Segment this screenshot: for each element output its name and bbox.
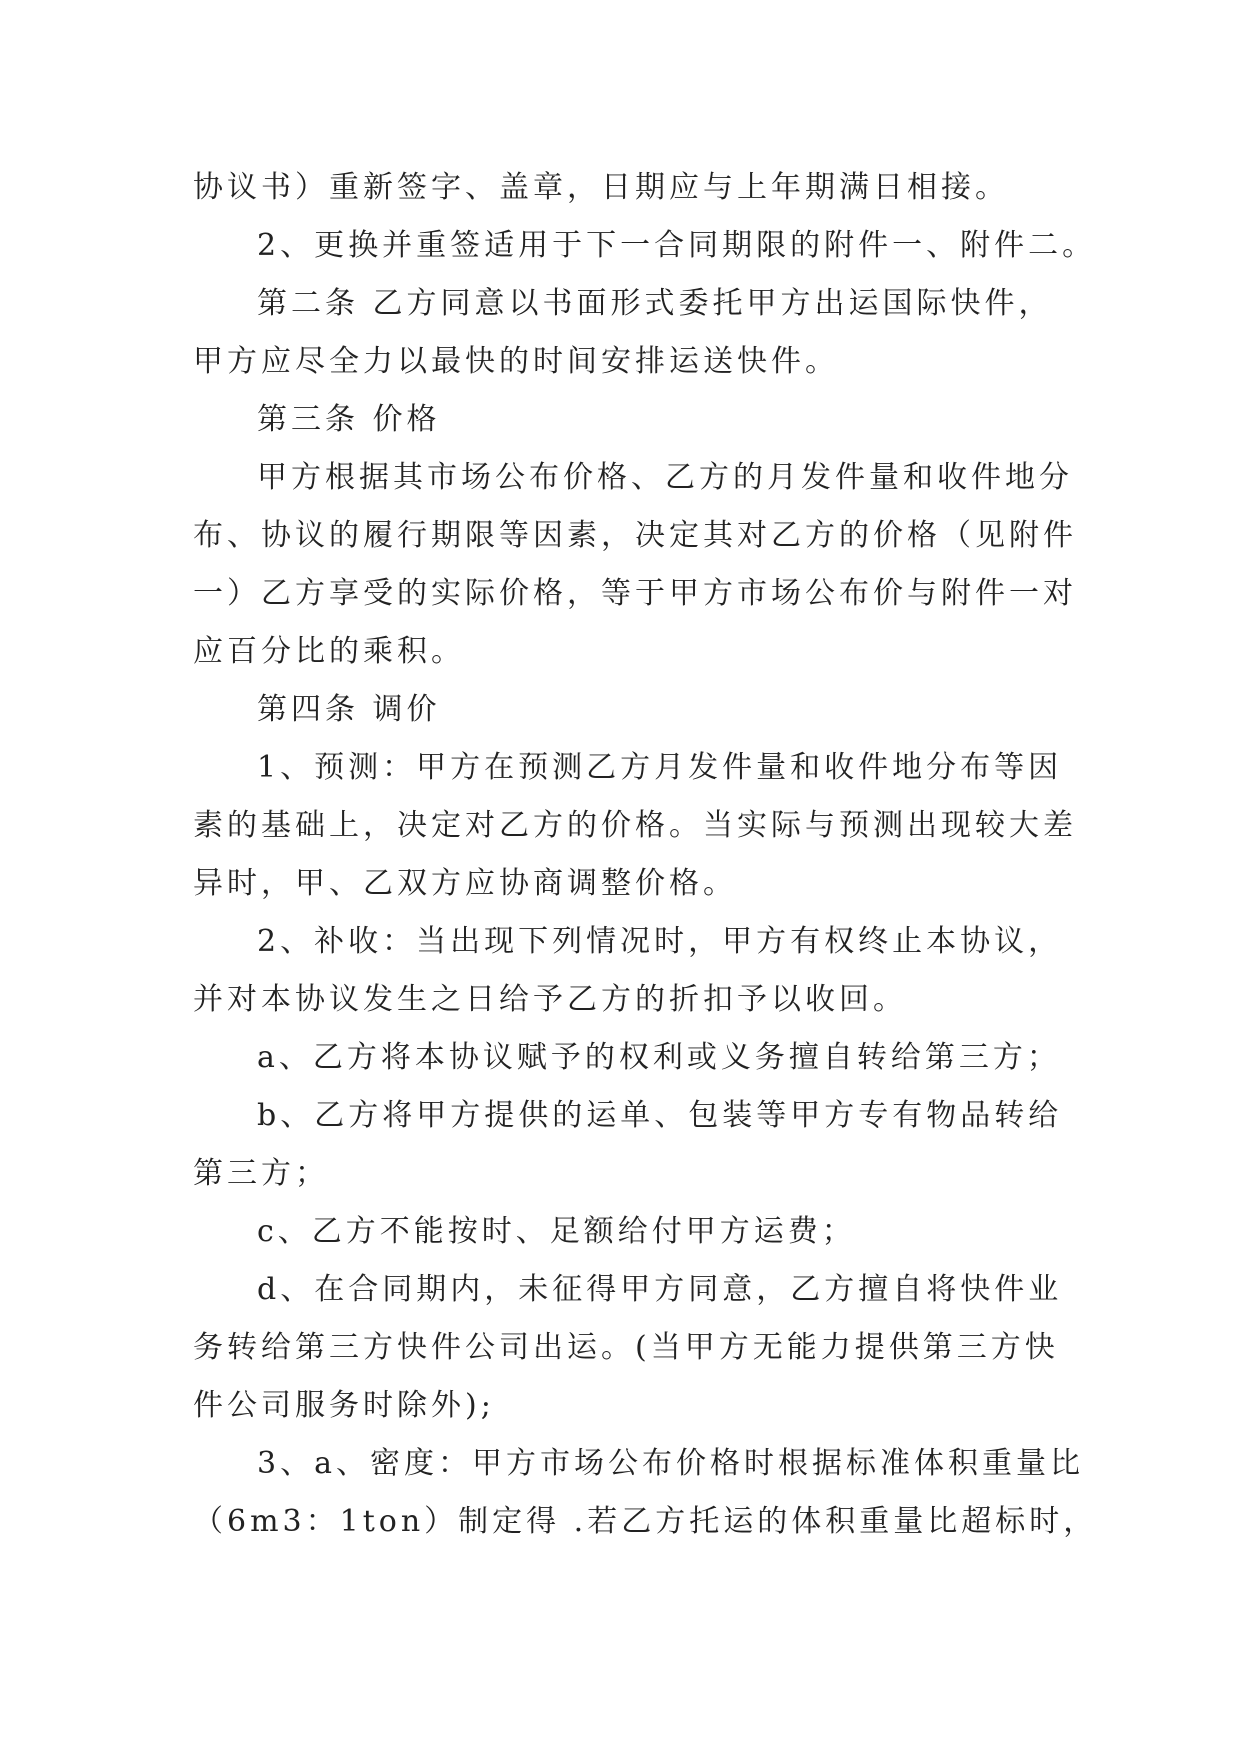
text-line: 布、协议的履行期限等因素，决定其对乙方的价格（见附件 <box>193 518 1077 553</box>
text-line: 异时，甲、乙双方应协商调整价格。 <box>193 866 737 901</box>
text-line: 2、补收：当出现下列情况时，甲方有权终止本协议， <box>257 924 1063 959</box>
text-line: 1、预测：甲方在预测乙方月发件量和收件地分布等因 <box>257 750 1063 785</box>
text-line: 并对本协议发生之日给予乙方的折扣予以收回。 <box>193 982 907 1017</box>
text-line: 3、a、密度：甲方市场公布价格时根据标准体积重量比 <box>257 1446 1084 1481</box>
clause-d-line: d、在合同期内，未征得甲方同意，乙方擅自将快件业 <box>257 1272 1063 1307</box>
text-line: 务转给第三方快件公司出运。(当甲方无能力提供第三方快 <box>193 1330 1059 1365</box>
text-line: 甲方根据其市场公布价格、乙方的月发件量和收件地分 <box>257 460 1073 495</box>
text-line: 甲方应尽全力以最快的时间安排运送快件。 <box>193 344 839 379</box>
text-line: 素的基础上，决定对乙方的价格。当实际与预测出现较大差 <box>193 808 1077 843</box>
text-line: 协议书）重新签字、盖章，日期应与上年期满日相接。 <box>193 170 1009 205</box>
article-2-line: 第二条 乙方同意以书面形式委托甲方出运国际快件， <box>257 286 1053 321</box>
text-line: 件公司服务时除外); <box>193 1388 495 1423</box>
text-line: 应百分比的乘积。 <box>193 634 465 669</box>
clause-c-line: c、乙方不能按时、足额给付甲方运费； <box>257 1214 856 1249</box>
clause-b-line: b、乙方将甲方提供的运单、包装等甲方专有物品转给 <box>257 1098 1063 1133</box>
clause-a-line: a、乙方将本协议赋予的权利或义务擅自转给第三方； <box>257 1040 1061 1075</box>
article-3-heading: 第三条 价格 <box>257 402 441 437</box>
document-body <box>193 159 1098 1551</box>
text-line: （6m3：1ton）制定得 .若乙方托运的体积重量比超标时， <box>193 1504 1098 1539</box>
article-4-heading: 第四条 调价 <box>257 692 441 727</box>
text-line: 第三方； <box>193 1156 329 1191</box>
text-line: 一）乙方享受的实际价格，等于甲方市场公布价与附件一对 <box>193 576 1077 611</box>
text-line: 2、更换并重签适用于下一合同期限的附件一、附件二。 <box>257 228 1097 263</box>
